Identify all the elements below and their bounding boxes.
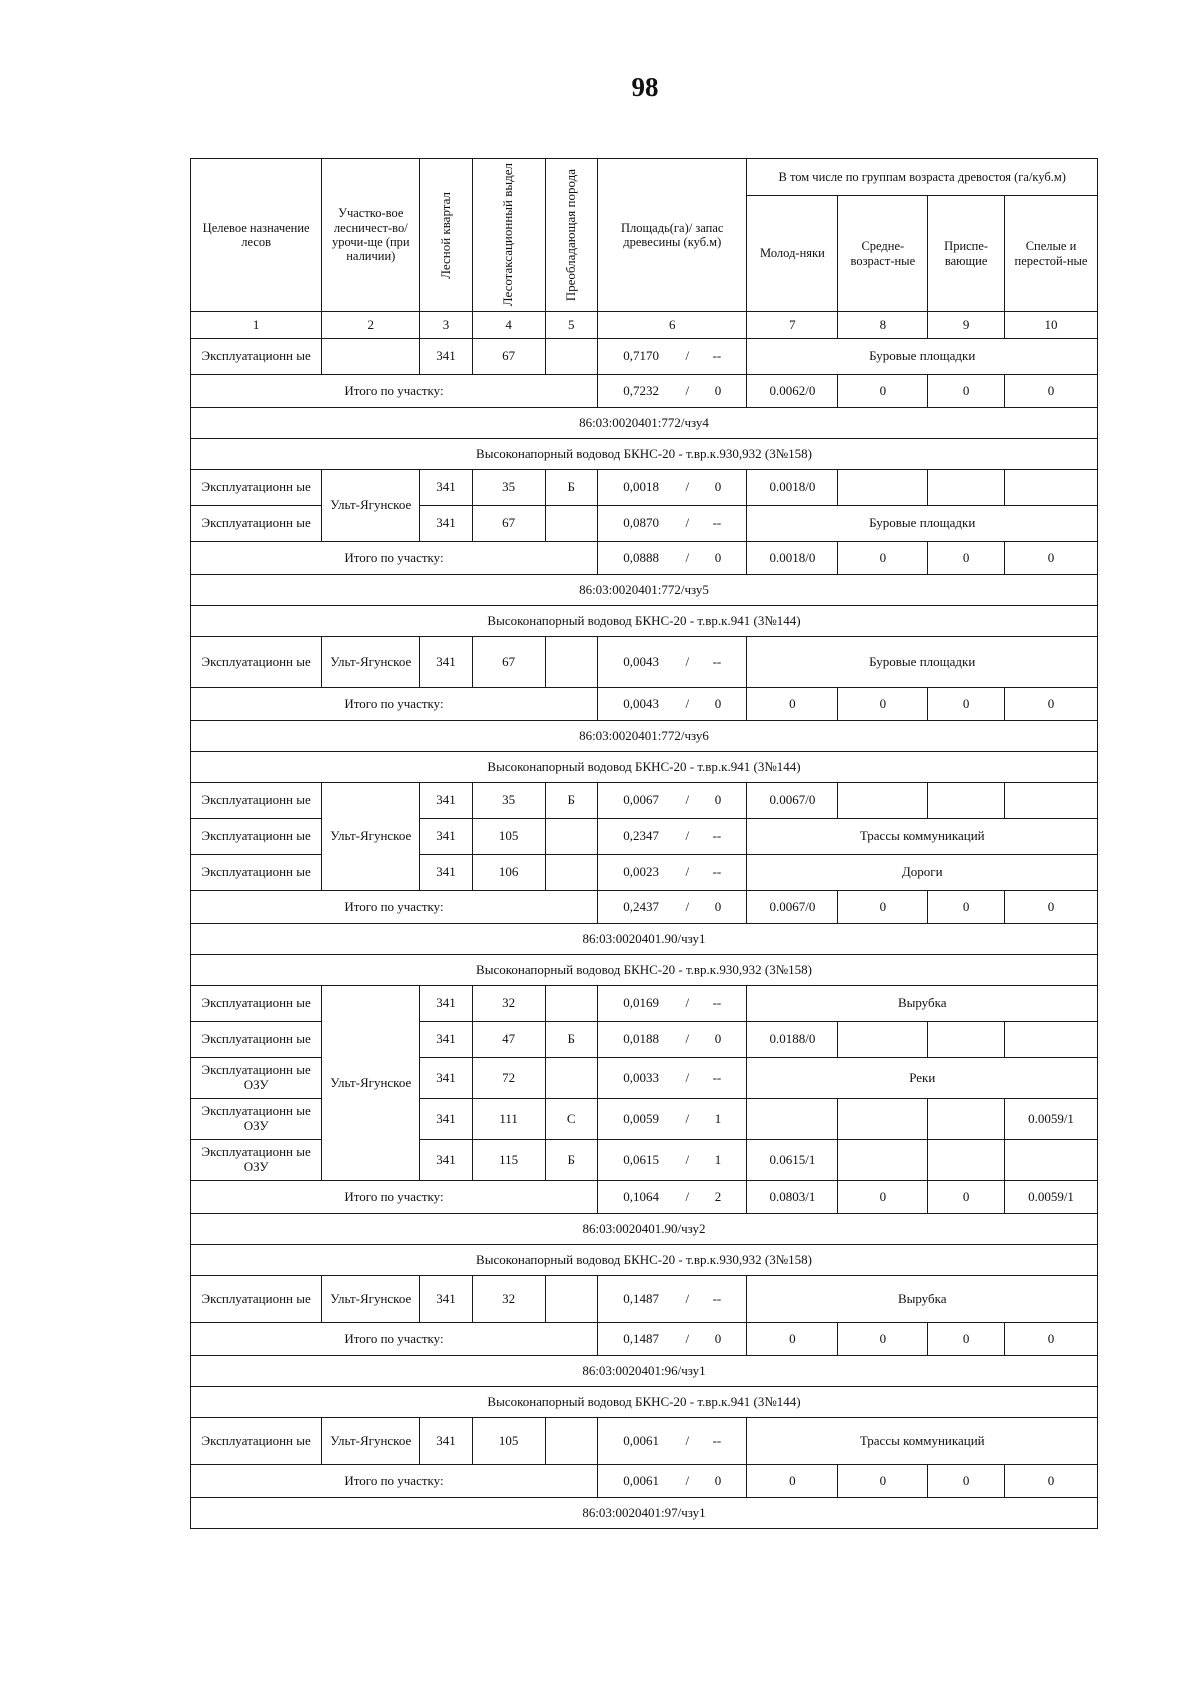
- middle-aged-cell: 0: [838, 542, 928, 575]
- ripening-cell: 0: [928, 542, 1005, 575]
- purpose-cell: Эксплуатационн ые: [191, 637, 322, 688]
- object-row: [191, 439, 1098, 470]
- header-middle-aged: Средне-возраст-ные: [838, 196, 928, 312]
- mature-cell: 0: [1005, 375, 1098, 408]
- young-cell: 0.0067/0: [747, 783, 838, 819]
- young-cell: [747, 1099, 838, 1140]
- table-row: [191, 1418, 1098, 1465]
- breed-cell: [545, 506, 598, 542]
- object-row: [191, 752, 1098, 783]
- area-cell: 0,0061 / 0: [598, 1465, 747, 1498]
- cadastral-number: 86:03:0020401:772/чзу5: [191, 575, 1098, 606]
- total-row: [191, 542, 1098, 575]
- quarter-cell: 341: [420, 1276, 473, 1323]
- object-title: Высоконапорный водовод БКНС-20 - т.вр.к.941 (3№144): [191, 606, 1098, 637]
- cadastral-number: 86:03:0020401.90/чзу1: [191, 924, 1098, 955]
- middle-aged-cell: [838, 1022, 928, 1058]
- cadastral-row: [191, 1498, 1098, 1529]
- area-cell: 0,0067 / 0: [598, 783, 747, 819]
- page-number: 98: [631, 72, 659, 102]
- purpose-cell: Эксплуатационн ые ОЗУ: [191, 1140, 322, 1181]
- area-cell: 0,0023 / --: [598, 855, 747, 891]
- young-cell: 0.0188/0: [747, 1022, 838, 1058]
- land-category-cell: Буровые площадки: [747, 506, 1098, 542]
- table-row: [191, 339, 1098, 375]
- allotment-cell: 32: [472, 1276, 545, 1323]
- allotment-cell: 67: [472, 339, 545, 375]
- cadastral-row: [191, 408, 1098, 439]
- area-cell: 0,0018 / 0: [598, 470, 747, 506]
- mature-cell: [1005, 1140, 1098, 1181]
- header-area: Площадь(га)/ запас древесины (куб.м): [598, 159, 747, 312]
- breed-cell: Б: [545, 1140, 598, 1181]
- land-category-cell: Трассы коммуникаций: [747, 819, 1098, 855]
- forestry-cell: Ульт-Ягунское: [322, 637, 420, 688]
- area-cell: 0,1487 / --: [598, 1276, 747, 1323]
- ripening-cell: [928, 1099, 1005, 1140]
- area-cell: 0,0169 / --: [598, 986, 747, 1022]
- object-title: Высоконапорный водовод БКНС-20 - т.вр.к.930,932 (3№158): [191, 439, 1098, 470]
- ripening-cell: [928, 783, 1005, 819]
- mature-cell: 0: [1005, 688, 1098, 721]
- area-cell: 0,1064 / 2: [598, 1181, 747, 1214]
- total-row: [191, 688, 1098, 721]
- middle-aged-cell: 0: [838, 688, 928, 721]
- table-row: [191, 986, 1098, 1022]
- cadastral-number: 86:03:0020401:96/чзу1: [191, 1356, 1098, 1387]
- area-cell: 0,0188 / 0: [598, 1022, 747, 1058]
- young-cell: 0.0018/0: [747, 542, 838, 575]
- cadastral-row: [191, 924, 1098, 955]
- total-row: [191, 1181, 1098, 1214]
- ripening-cell: [928, 470, 1005, 506]
- middle-aged-cell: 0: [838, 1465, 928, 1498]
- cadastral-number: 86:03:0020401:772/чзу6: [191, 721, 1098, 752]
- purpose-cell: Эксплуатационн ые: [191, 506, 322, 542]
- cadastral-row: [191, 575, 1098, 606]
- object-title: Высоконапорный водовод БКНС-20 - т.вр.к.941 (3№144): [191, 752, 1098, 783]
- middle-aged-cell: 0: [838, 1323, 928, 1356]
- area-cell: 0,0043 / --: [598, 637, 747, 688]
- cadastral-row: [191, 721, 1098, 752]
- breed-cell: Б: [545, 783, 598, 819]
- middle-aged-cell: [838, 1099, 928, 1140]
- land-category-cell: Трассы коммуникаций: [747, 1418, 1098, 1465]
- middle-aged-cell: [838, 470, 928, 506]
- quarter-cell: 341: [420, 855, 473, 891]
- table-row: [191, 783, 1098, 819]
- purpose-cell: Эксплуатационн ые: [191, 855, 322, 891]
- purpose-cell: Эксплуатационн ые: [191, 819, 322, 855]
- mature-cell: 0: [1005, 891, 1098, 924]
- header-row: [191, 159, 1098, 196]
- table-row: [191, 637, 1098, 688]
- area-cell: 0,0615 / 1: [598, 1140, 747, 1181]
- purpose-cell: Эксплуатационн ые: [191, 1022, 322, 1058]
- object-row: [191, 606, 1098, 637]
- area-cell: 0,2347 / --: [598, 819, 747, 855]
- cadastral-row: [191, 1214, 1098, 1245]
- total-row: [191, 375, 1098, 408]
- breed-cell: Б: [545, 1022, 598, 1058]
- land-category-cell: Буровые площадки: [747, 637, 1098, 688]
- breed-cell: [545, 339, 598, 375]
- allotment-cell: 32: [472, 986, 545, 1022]
- purpose-cell: Эксплуатационн ые: [191, 339, 322, 375]
- total-label: Итого по участку:: [191, 1181, 598, 1214]
- quarter-cell: 341: [420, 1418, 473, 1465]
- table-row: [191, 1276, 1098, 1323]
- object-row: [191, 955, 1098, 986]
- allotment-cell: 67: [472, 637, 545, 688]
- young-cell: 0.0018/0: [747, 470, 838, 506]
- object-row: [191, 1245, 1098, 1276]
- allotment-cell: 106: [472, 855, 545, 891]
- column-number: 2: [322, 312, 420, 339]
- area-cell: 0,0870 / --: [598, 506, 747, 542]
- quarter-cell: 341: [420, 470, 473, 506]
- quarter-cell: 341: [420, 506, 473, 542]
- total-row: [191, 891, 1098, 924]
- header-allotment: Лесотаксационный выдел: [472, 159, 545, 312]
- quarter-cell: 341: [420, 1058, 473, 1099]
- land-category-cell: Буровые площадки: [747, 339, 1098, 375]
- area-cell: 0,0033 / --: [598, 1058, 747, 1099]
- breed-cell: [545, 986, 598, 1022]
- column-number: 8: [838, 312, 928, 339]
- mature-cell: [1005, 1022, 1098, 1058]
- purpose-cell: Эксплуатационн ые: [191, 1418, 322, 1465]
- mature-cell: 0: [1005, 542, 1098, 575]
- ripening-cell: 0: [928, 688, 1005, 721]
- header-breed: Преобладающая порода: [545, 159, 598, 312]
- forestry-cell: [322, 339, 420, 375]
- forest-table: [190, 158, 1098, 1529]
- area-cell: 0,0061 / --: [598, 1418, 747, 1465]
- quarter-cell: 341: [420, 637, 473, 688]
- area-cell: 0,7232 / 0: [598, 375, 747, 408]
- allotment-cell: 115: [472, 1140, 545, 1181]
- object-title: Высоконапорный водовод БКНС-20 - т.вр.к.941 (3№144): [191, 1387, 1098, 1418]
- young-cell: 0: [747, 1465, 838, 1498]
- total-label: Итого по участку:: [191, 1465, 598, 1498]
- purpose-cell: Эксплуатационн ые ОЗУ: [191, 1058, 322, 1099]
- land-category-cell: Вырубка: [747, 986, 1098, 1022]
- column-number: 9: [928, 312, 1005, 339]
- total-label: Итого по участку:: [191, 375, 598, 408]
- mature-cell: 0: [1005, 1323, 1098, 1356]
- header-quarter: Лесной квартал: [420, 159, 473, 312]
- mature-cell: 0.0059/1: [1005, 1181, 1098, 1214]
- area-cell: 0,0888 / 0: [598, 542, 747, 575]
- forestry-cell: Ульт-Ягунское: [322, 1276, 420, 1323]
- ripening-cell: 0: [928, 1181, 1005, 1214]
- mature-cell: [1005, 783, 1098, 819]
- cadastral-row: [191, 1356, 1098, 1387]
- total-label: Итого по участку:: [191, 891, 598, 924]
- middle-aged-cell: 0: [838, 375, 928, 408]
- quarter-cell: 341: [420, 986, 473, 1022]
- ripening-cell: 0: [928, 1465, 1005, 1498]
- allotment-cell: 105: [472, 1418, 545, 1465]
- middle-aged-cell: [838, 783, 928, 819]
- header-young: Молод-няки: [747, 196, 838, 312]
- forestry-cell: Ульт-Ягунское: [322, 783, 420, 891]
- column-number: 7: [747, 312, 838, 339]
- cadastral-number: 86:03:0020401.90/чзу2: [191, 1214, 1098, 1245]
- young-cell: 0.0803/1: [747, 1181, 838, 1214]
- land-category-cell: Реки: [747, 1058, 1098, 1099]
- breed-cell: [545, 1418, 598, 1465]
- breed-cell: [545, 855, 598, 891]
- ripening-cell: [928, 1022, 1005, 1058]
- land-category-cell: Вырубка: [747, 1276, 1098, 1323]
- allotment-cell: 35: [472, 470, 545, 506]
- header-forestry: Участко-вое лесничест-во/урочи-ще (при наличии): [322, 159, 420, 312]
- forestry-cell: Ульт-Ягунское: [322, 986, 420, 1181]
- column-number: 1: [191, 312, 322, 339]
- mature-cell: 0: [1005, 1465, 1098, 1498]
- quarter-cell: 341: [420, 783, 473, 819]
- quarter-cell: 341: [420, 819, 473, 855]
- area-cell: 0,7170 / --: [598, 339, 747, 375]
- column-number: 3: [420, 312, 473, 339]
- breed-cell: Б: [545, 470, 598, 506]
- allotment-cell: 67: [472, 506, 545, 542]
- table-row: [191, 470, 1098, 506]
- area-cell: 0,2437 / 0: [598, 891, 747, 924]
- total-row: [191, 1323, 1098, 1356]
- young-cell: 0.0062/0: [747, 375, 838, 408]
- middle-aged-cell: [838, 1140, 928, 1181]
- header-purpose: Целевое назначение лесов: [191, 159, 322, 312]
- middle-aged-cell: 0: [838, 1181, 928, 1214]
- header-age-groups: В том числе по группам возраста древостоя (га/куб.м): [747, 159, 1098, 196]
- ripening-cell: 0: [928, 891, 1005, 924]
- quarter-cell: 341: [420, 1099, 473, 1140]
- land-category-cell: Дороги: [747, 855, 1098, 891]
- cadastral-number: 86:03:0020401:97/чзу1: [191, 1498, 1098, 1529]
- ripening-cell: [928, 1140, 1005, 1181]
- header-ripening: Приспе-вающие: [928, 196, 1005, 312]
- allotment-cell: 105: [472, 819, 545, 855]
- purpose-cell: Эксплуатационн ые: [191, 783, 322, 819]
- total-row: [191, 1465, 1098, 1498]
- breed-cell: [545, 1276, 598, 1323]
- area-cell: 0,0043 / 0: [598, 688, 747, 721]
- column-number-row: [191, 312, 1098, 339]
- area-cell: 0,0059 / 1: [598, 1099, 747, 1140]
- object-title: Высоконапорный водовод БКНС-20 - т.вр.к.930,932 (3№158): [191, 955, 1098, 986]
- allotment-cell: 47: [472, 1022, 545, 1058]
- quarter-cell: 341: [420, 1140, 473, 1181]
- breed-cell: [545, 637, 598, 688]
- header-mature: Спелые и перестой-ные: [1005, 196, 1098, 312]
- purpose-cell: Эксплуатационн ые ОЗУ: [191, 1099, 322, 1140]
- object-row: [191, 1387, 1098, 1418]
- middle-aged-cell: 0: [838, 891, 928, 924]
- allotment-cell: 72: [472, 1058, 545, 1099]
- forestry-cell: Ульт-Ягунское: [322, 470, 420, 542]
- ripening-cell: 0: [928, 1323, 1005, 1356]
- column-number: 6: [598, 312, 747, 339]
- column-number: 10: [1005, 312, 1098, 339]
- quarter-cell: 341: [420, 339, 473, 375]
- object-title: Высоконапорный водовод БКНС-20 - т.вр.к.930,932 (3№158): [191, 1245, 1098, 1276]
- forestry-cell: Ульт-Ягунское: [322, 1418, 420, 1465]
- breed-cell: [545, 1058, 598, 1099]
- mature-cell: 0.0059/1: [1005, 1099, 1098, 1140]
- purpose-cell: Эксплуатационн ые: [191, 1276, 322, 1323]
- purpose-cell: Эксплуатационн ые: [191, 986, 322, 1022]
- young-cell: 0: [747, 688, 838, 721]
- quarter-cell: 341: [420, 1022, 473, 1058]
- column-number: 5: [545, 312, 598, 339]
- allotment-cell: 35: [472, 783, 545, 819]
- young-cell: 0: [747, 1323, 838, 1356]
- cadastral-number: 86:03:0020401:772/чзу4: [191, 408, 1098, 439]
- total-label: Итого по участку:: [191, 1323, 598, 1356]
- column-number: 4: [472, 312, 545, 339]
- young-cell: 0.0615/1: [747, 1140, 838, 1181]
- total-label: Итого по участку:: [191, 542, 598, 575]
- area-cell: 0,1487 / 0: [598, 1323, 747, 1356]
- young-cell: 0.0067/0: [747, 891, 838, 924]
- allotment-cell: 111: [472, 1099, 545, 1140]
- purpose-cell: Эксплуатационн ые: [191, 470, 322, 506]
- breed-cell: С: [545, 1099, 598, 1140]
- ripening-cell: 0: [928, 375, 1005, 408]
- breed-cell: [545, 819, 598, 855]
- mature-cell: [1005, 470, 1098, 506]
- total-label: Итого по участку:: [191, 688, 598, 721]
